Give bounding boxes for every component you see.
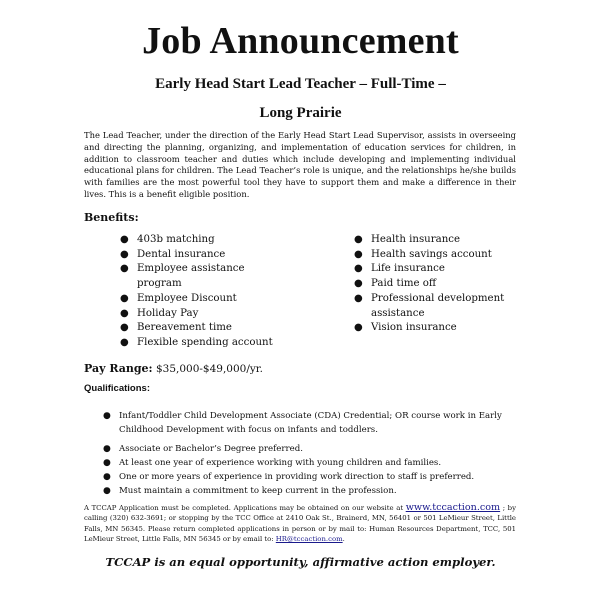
bullet-icon: ● <box>354 263 363 275</box>
bullet-icon: ● <box>354 234 363 245</box>
list-item: ● Must maintain a commitment to keep current in the profession. <box>119 484 529 498</box>
list-item: ● Holiday Pay <box>137 307 287 322</box>
benefits-list-left <box>120 233 287 351</box>
list-item: ● One or more years of experience in providing work direction to staff is preferred. <box>119 470 529 484</box>
list-item: ● Dental insurance <box>137 248 287 263</box>
job-subtitle-line-1: Early Head Start Lead Teacher – Full-Time – <box>155 76 446 92</box>
bullet-icon: ● <box>354 322 363 334</box>
list-item: ● Associate or Bachelor’s Degree preferred. <box>119 442 529 456</box>
bullet-icon: ● <box>103 457 111 468</box>
bullet-icon: ● <box>120 248 129 260</box>
bullet-icon: ● <box>120 234 129 245</box>
bullet-icon: ● <box>354 248 363 260</box>
bullet-icon: ● <box>120 322 129 334</box>
pay-range <box>84 362 263 375</box>
list-item: ● Health savings account <box>371 248 521 263</box>
bullet-icon: ● <box>103 443 111 454</box>
bullet-icon: ● <box>120 263 129 275</box>
list-item: ● 403b matching <box>137 233 287 248</box>
email-link[interactable]: HR@tccaction.com <box>275 535 343 544</box>
bullet-icon: ● <box>103 411 111 421</box>
bullet-icon: ● <box>103 472 111 483</box>
list-item: ● Employee Discount <box>137 292 287 307</box>
eeo-statement: TCCAP is an equal opportunity, affirmative action employer. <box>105 555 496 569</box>
page-title: Job Announcement <box>142 20 459 62</box>
list-item: ● Professional development assistance <box>354 292 505 319</box>
bullet-icon: ● <box>120 336 129 348</box>
intro-paragraph: The Lead Teacher, under the direction of the Early Head Start Lead Supervisor, assists in overseeing and directing the planning, organizing, and implementation of education services for children, in addition to classroom teacher and duties which include developing and implementing individual educational plans for children. The Lead Teacher’s role is unique, and the relationships he/she builds with families are the most powerful tool they have to support them and make a difference in their lives. This is a benefit eligible position. <box>84 130 516 199</box>
benefits-list-right <box>354 233 521 336</box>
pay-range-label: Pay Range: <box>84 362 153 375</box>
list-item: ● Health insurance <box>371 233 521 248</box>
list-item: ● Paid time off <box>371 277 521 292</box>
list-item: ● Employee assistance program <box>120 263 245 290</box>
list-item: ● Vision insurance <box>371 321 521 336</box>
pay-range-value: $35,000-$49,000/yr. <box>155 363 264 375</box>
list-item: ● Infant/Toddler Child Development Associate (CDA) Credential; OR course work in Early Childhood Development with focus on infants and toddlers. <box>103 411 502 436</box>
benefits-heading: Benefits: <box>84 211 139 224</box>
job-subtitle-line-2: Long Prairie <box>259 105 342 121</box>
bullet-icon: ● <box>103 486 111 497</box>
website-link[interactable]: www.tccaction.com <box>405 502 501 513</box>
qualifications-list <box>103 409 529 499</box>
bullet-icon: ● <box>120 292 129 304</box>
list-item: ● Life insurance <box>371 262 521 277</box>
list-item: ● Flexible spending account <box>137 336 287 351</box>
list-item: ● At least one year of experience working with young children and families. <box>119 456 529 470</box>
qualifications-heading: Qualifications: <box>84 383 150 394</box>
application-instructions: A TCCAP Application must be completed. Applications may be obtained on our website at www.tccaction.com ; by calling (320) 632-3691; or stopping by the TCC Office at 2410 Oak St., Brainerd, MN, 56401 or 501 LeMieur Street, Little Falls, MN 56345. Please return completed applications in person or by mail to: Human Resources Department, TCC, 501 LeMieur Street, Little Falls, MN 56345 or by email to: HR@tccaction.com. <box>84 502 516 544</box>
bullet-icon: ● <box>120 307 129 319</box>
bullet-icon: ● <box>354 292 363 304</box>
list-item: ● Bereavement time <box>137 321 287 336</box>
bullet-icon: ● <box>354 278 363 290</box>
